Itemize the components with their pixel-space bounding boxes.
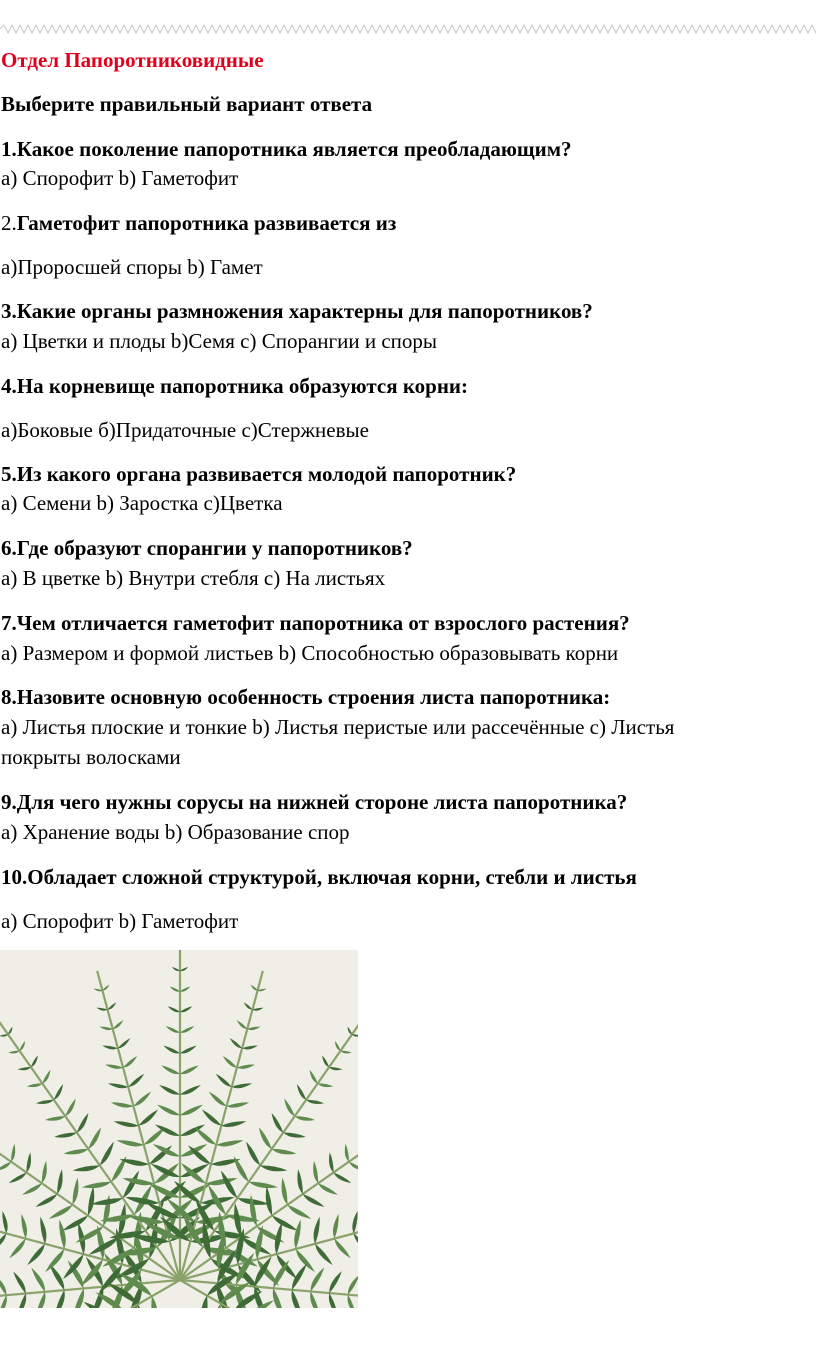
decorative-top-border bbox=[0, 22, 816, 36]
question-3: 3.Какие органы размножения характерны для папоротников? bbox=[1, 299, 593, 323]
question-6-options: а) В цветке b) Внутри стебля c) На листьях bbox=[1, 566, 386, 590]
page-title: Отдел Папоротниковидные bbox=[1, 48, 264, 72]
question-9-options: а) Хранение воды b) Образование спор bbox=[1, 820, 350, 844]
question-5: 5.Из какого органа развивается молодой папоротник? bbox=[1, 462, 517, 486]
question-10: 10.Обладает сложной структурой, включая корни, стебли и листья bbox=[1, 865, 637, 889]
question-4-options: а)Боковые б)Придаточные с)Стержневые bbox=[1, 418, 369, 442]
question-8-options-continued: покрыты волосками bbox=[1, 745, 181, 769]
question-8: 8.Назовите основную особенность строения листа папоротника: bbox=[1, 685, 611, 709]
fern-frond bbox=[0, 997, 209, 1300]
question-7: 7.Чем отличается гаметофит папоротника от взрослого растения? bbox=[1, 611, 630, 635]
fern-icon bbox=[0, 950, 358, 1308]
question-1: 1.Какое поколение папоротника является преобладающим? bbox=[1, 137, 572, 161]
question-1-options: а) Спорофит b) Гаметофит bbox=[1, 166, 239, 190]
question-8-options: а) Листья плоские и тонкие b) Листья перистые или рассечённые c) Листья bbox=[1, 715, 675, 739]
question-4: 4.На корневище папоротника образуются корни: bbox=[1, 374, 469, 398]
fern-illustration bbox=[0, 950, 358, 1308]
question-5-options: а) Семени b) Заростка c)Цветка bbox=[1, 491, 283, 515]
fern-frond bbox=[151, 997, 358, 1300]
question-10-options: а) Спорофит b) Гаметофит bbox=[1, 909, 239, 933]
question-2-options: а)Проросшей споры b) Гамет bbox=[1, 255, 263, 279]
question-3-options: а) Цветки и плоды b)Семя c) Спорангии и споры bbox=[1, 329, 437, 353]
question-9: 9.Для чего нужны сорусы на нижней стороне листа папоротника? bbox=[1, 790, 628, 814]
question-6: 6.Где образуют спорангии у папоротников? bbox=[1, 536, 413, 560]
question-2: 2.Гаметофит папоротника развивается из bbox=[1, 211, 397, 235]
instruction-text: Выберите правильный вариант ответа bbox=[1, 92, 373, 116]
question-7-options: а) Размером и формой листьев b) Способностью образовывать корни bbox=[1, 641, 619, 665]
